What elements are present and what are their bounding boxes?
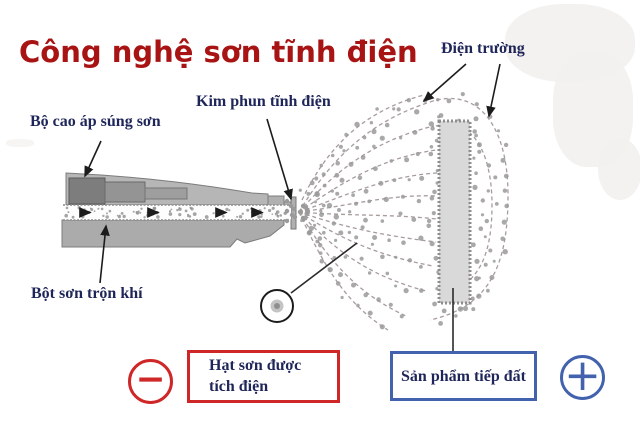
label-kim-phun: Kim phun tĩnh điện (196, 93, 331, 110)
positive-charge-symbol (560, 349, 605, 401)
arrow-to-needle (267, 119, 291, 199)
callout-charged-particles-line1: Hạt sơn được (209, 357, 302, 374)
electric-field-lines (299, 95, 508, 330)
callout-charged-particles-line2: tích điện (209, 378, 269, 395)
gun-inner-block (105, 182, 145, 202)
callout-charged-particles (187, 350, 340, 403)
powder-particles (299, 92, 509, 329)
gun-inner-rod (145, 188, 187, 199)
magnifier-link-line (291, 243, 357, 293)
grounded-product-bar (439, 121, 470, 303)
label-bo-cao-ap: Bộ cao áp súng sơn (30, 113, 161, 130)
label-dien-truong: Điện trường (441, 40, 525, 57)
arrow-to-field-right (489, 64, 500, 116)
arrow-to-field-left (424, 64, 466, 101)
particle-magnifier (261, 243, 357, 322)
arrow-to-hv-unit (85, 141, 101, 176)
minus-icon: − (135, 358, 166, 400)
plus-icon: + (564, 349, 601, 401)
label-bot-son: Bột sơn trộn khí (31, 285, 143, 302)
callout-grounded-product-text: Sản phẩm tiếp đất (401, 367, 526, 385)
gun-high-voltage-unit (69, 178, 105, 204)
negative-charge-symbol (128, 359, 173, 404)
powder-channel (63, 205, 291, 220)
gun-lower-body (62, 220, 284, 247)
callout-grounded-product (390, 351, 537, 401)
page-title: Công nghệ sơn tĩnh điện (19, 35, 418, 70)
